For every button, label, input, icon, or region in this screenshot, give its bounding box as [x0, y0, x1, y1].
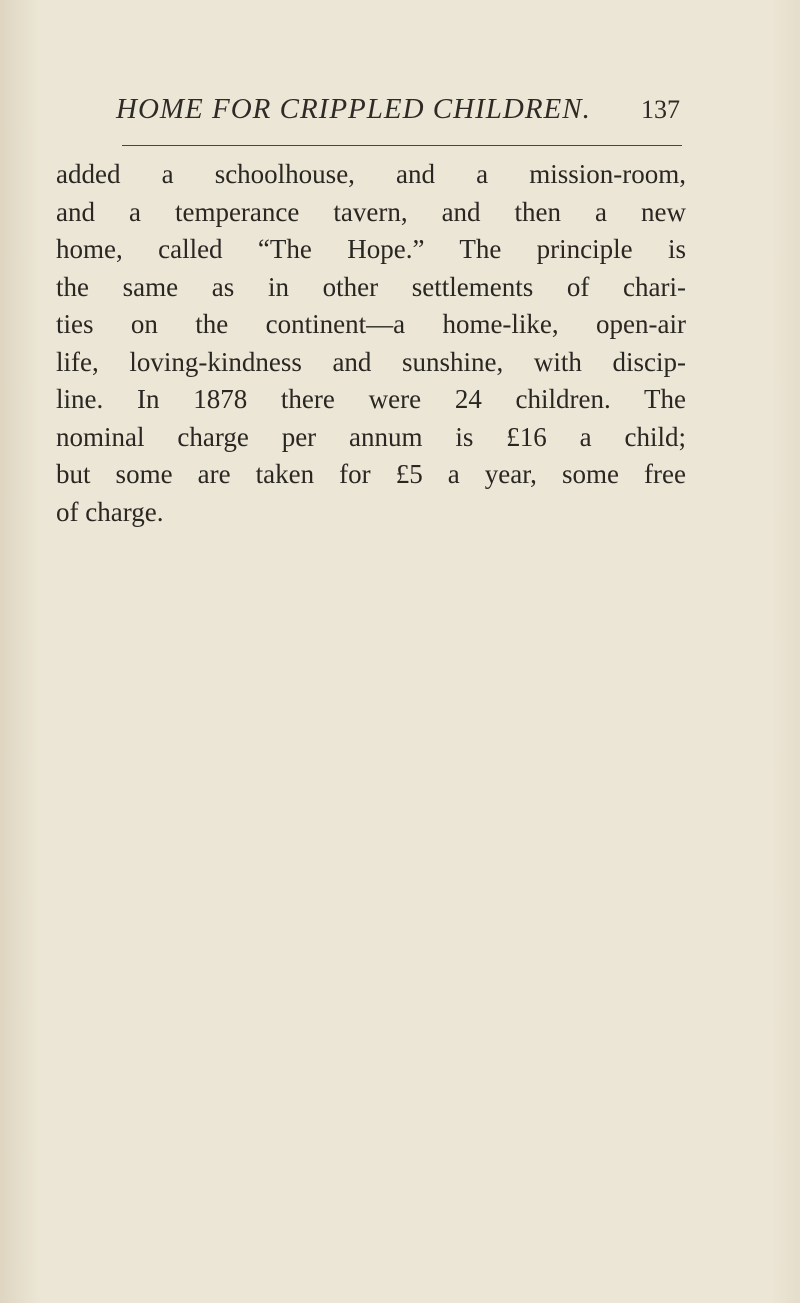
body-paragraph — [56, 156, 686, 531]
running-head — [116, 93, 686, 137]
text-line: nominal charge per annum is £16 a child; — [56, 421, 686, 452]
text-line: added a schoolhouse, and a mission-room, — [56, 159, 686, 189]
text-line: and a temperance tavern, and then a new — [56, 196, 686, 227]
text-line: ties on the continent—a home-like, open-air — [56, 309, 686, 339]
running-title: HOME FOR CRIPPLED CHILDREN. — [116, 93, 591, 125]
text-line: home, called “The Hope.” The principle is — [56, 234, 686, 264]
header-rule — [122, 145, 682, 146]
text-line: line. In 1878 there were 24 children. The — [56, 384, 686, 414]
text-line: the same as in other settlements of chari- — [56, 271, 686, 302]
text-line: life, loving-kindness and sunshine, with discip- — [56, 346, 686, 377]
text-line: of charge. — [56, 496, 164, 527]
text-line: but some are taken for £5 a year, some free — [56, 459, 686, 489]
page-number: 137 — [641, 95, 680, 124]
